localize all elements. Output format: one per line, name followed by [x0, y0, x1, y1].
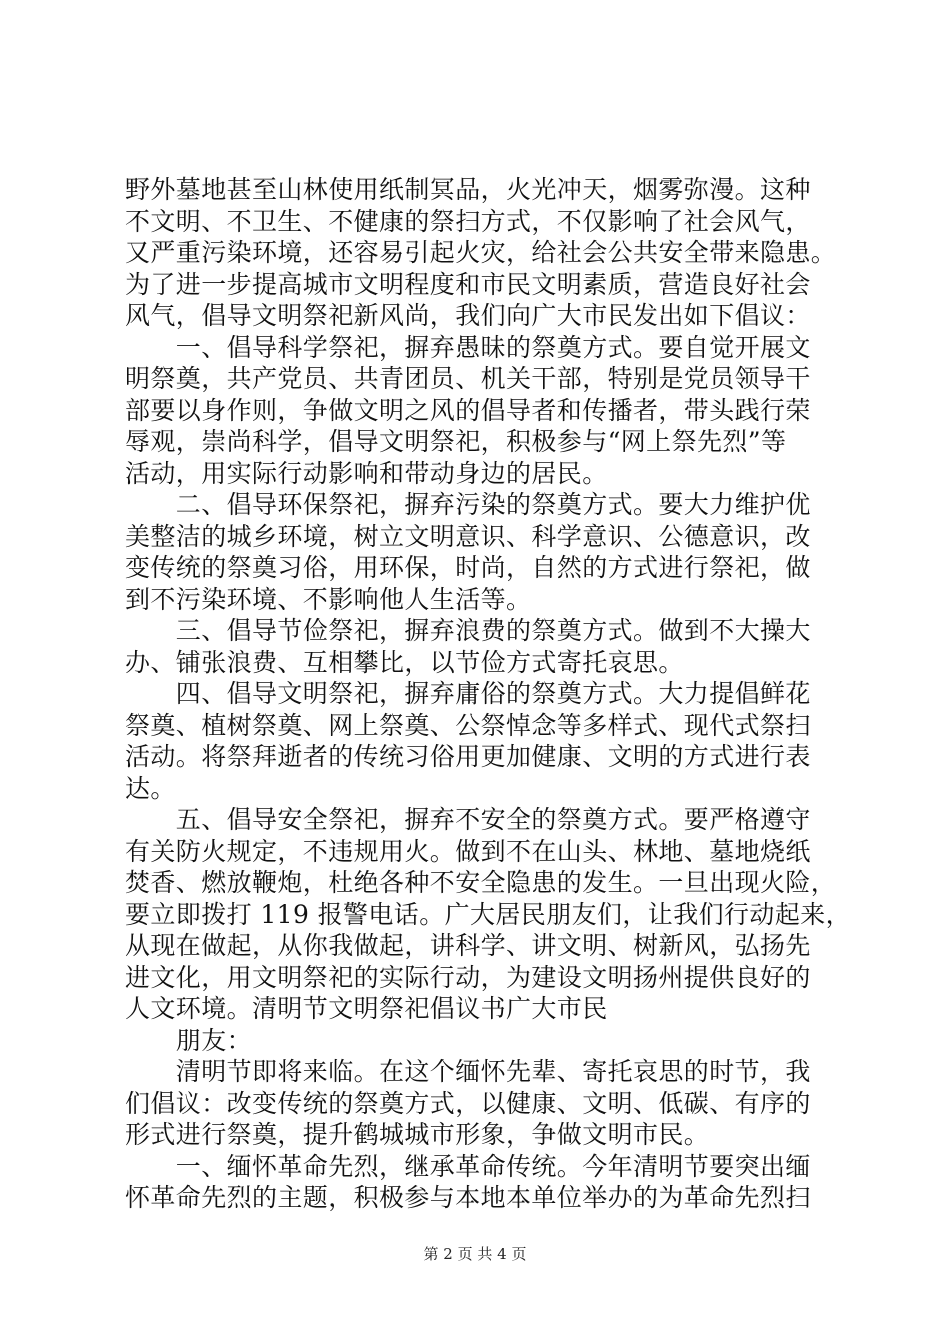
text-line: 达。	[125, 773, 176, 803]
text-line: 要立即拨打 119 报警电话。广大居民朋友们，让我们行动起来，	[125, 899, 852, 929]
text-line: 变传统的祭奠习俗，用环保，时尚，自然的方式进行祭祀，做	[125, 553, 811, 582]
text-line: 美整洁的城乡环境，树立文明意识、科学意识、公德意识，改	[125, 521, 811, 551]
text-line: 从现在做起，从你我做起，讲科学、讲文明、树新风，弘扬先	[125, 931, 811, 960]
text-line: 人文环境。清明节文明祭祀倡议书广大市民	[125, 994, 608, 1023]
text-line: 风气，倡导文明祭祀新风尚，我们向广大市民发出如下倡议：	[125, 301, 811, 330]
text-line: 部要以身作则，争做文明之风的倡导者和传播者，带头践行荣	[125, 395, 811, 425]
text-line: 野外墓地甚至山林使用纸制冥品，火光冲天，烟雾弥漫。这种	[125, 175, 811, 204]
text-line: 焚香、燃放鞭炮，杜绝各种不安全隐患的发生。一旦出现火险，	[125, 868, 837, 897]
text-line: 朋友：	[125, 1025, 253, 1055]
text-line: 怀革命先烈的主题，积极参与本地本单位举办的为革命先烈扫	[125, 1183, 811, 1212]
text-line: 办、铺张浪费、互相攀比，以节俭方式寄托哀思。	[125, 647, 684, 677]
text-line: 二、倡导环保祭祀，摒弃污染的祭奠方式。要大力维护优	[125, 490, 811, 519]
text-line: 清明节即将来临。在这个缅怀先辈、寄托哀思的时节，我	[125, 1057, 811, 1086]
text-line: 祭奠、植树祭奠、网上祭奠、公祭悼念等多样式、现代式祭扫	[125, 710, 811, 740]
text-line: 一、倡导科学祭祀，摒弃愚昧的祭奠方式。要自觉开展文	[125, 332, 811, 362]
document-body	[125, 174, 852, 1214]
page-number: 第 2 页 共 4 页	[423, 1245, 527, 1263]
text-line: 有关防火规定，不违规用火。做到不在山头、林地、墓地烧纸	[125, 836, 811, 866]
text-line: 不文明、不卫生、不健康的祭扫方式，不仅影响了社会风气，	[125, 206, 811, 236]
text-line: 辱观，崇尚科学，倡导文明祭祀，积极参与“网上祭先烈”等	[125, 427, 787, 456]
text-line: 三、倡导节俭祭祀，摒弃浪费的祭奠方式。做到不大操大	[125, 616, 811, 645]
text-line: 到不污染环境、不影响他人生活等。	[125, 584, 532, 614]
text-line: 又严重污染环境，还容易引起火灾，给社会公共安全带来隐患。	[125, 238, 837, 267]
text-line: 五、倡导安全祭祀，摒弃不安全的祭奠方式。要严格遵守	[125, 805, 811, 834]
text-line: 形式进行祭奠，提升鹤城城市形象，争做文明市民。	[125, 1120, 710, 1149]
text-line: 进文化，用文明祭祀的实际行动，为建设文明扬州提供良好的	[125, 962, 811, 992]
text-line: 们倡议：改变传统的祭奠方式，以健康、文明、低碳、有序的	[125, 1088, 811, 1118]
text-line: 活动。将祭拜逝者的传统习俗用更加健康、文明的方式进行表	[125, 742, 811, 771]
text-line: 活动，用实际行动影响和带动身边的居民。	[125, 458, 608, 488]
text-line: 四、倡导文明祭祀，摒弃庸俗的祭奠方式。大力提倡鲜花	[125, 679, 811, 708]
text-line: 明祭奠，共产党员、共青团员、机关干部，特别是党员领导干	[125, 364, 811, 393]
text-line: 一、缅怀革命先烈，继承革命传统。今年清明节要突出缅	[125, 1151, 811, 1181]
text-line: 为了进一步提高城市文明程度和市民文明素质，营造良好社会	[125, 269, 811, 299]
